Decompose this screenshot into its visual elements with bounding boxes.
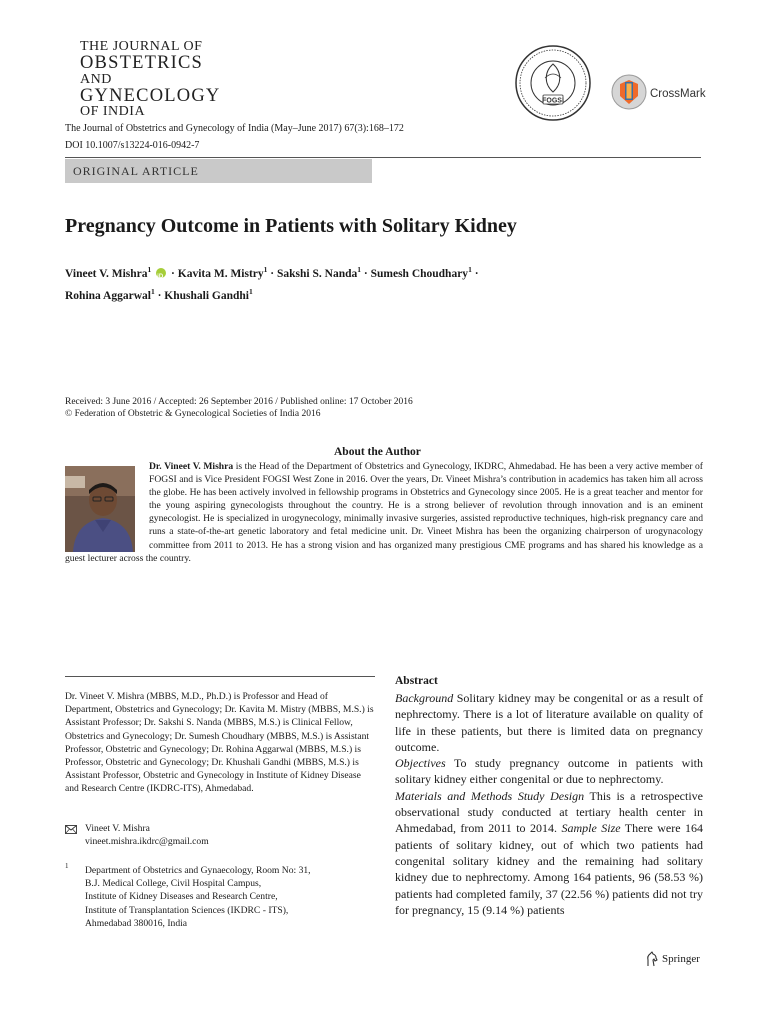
author-affil-sup: 1 — [468, 265, 472, 274]
author-separator: · — [168, 267, 178, 280]
author-separator: · — [471, 267, 479, 280]
journal-citation: The Journal of Obstetrics and Gynecology of India (May–June 2017) 67(3):168–172 — [65, 123, 404, 134]
author-list — [65, 261, 705, 305]
author-separator: · — [361, 267, 371, 280]
author-name: Sumesh Choudhary — [370, 267, 469, 280]
about-author-text — [65, 460, 703, 565]
abstract-methods — [395, 788, 703, 918]
author-name: Kavita M. Mistry — [177, 267, 264, 280]
affiliation — [85, 864, 375, 930]
author-affil-sup: 1 — [263, 265, 268, 274]
author-photo — [65, 466, 135, 552]
journal-logo-line: AND — [80, 71, 112, 87]
author-affil-sup: 1 — [150, 286, 155, 296]
correspondence-name: Vineet V. Mishra — [85, 823, 150, 834]
orcid-icon[interactable] — [156, 268, 166, 278]
crossmark-label[interactable]: CrossMark — [650, 88, 706, 100]
article-type: ORIGINAL ARTICLE — [73, 164, 199, 178]
about-author-heading: About the Author — [334, 446, 421, 458]
header-divider — [65, 157, 701, 158]
author-separator: · — [154, 289, 165, 302]
affiliation-line: Institute of Kidney Diseases and Research Centre, — [85, 891, 278, 903]
journal-logo-line: OF INDIA — [80, 104, 146, 119]
fogsi-seal-icon — [514, 44, 592, 122]
affiliation-line: Department of Obstetrics and Gynaecology, Room No: 31, — [85, 865, 311, 876]
author-name: Rohina Aggarwal — [65, 289, 151, 302]
doi[interactable]: DOI 10.1007/s13224-016-0942-7 — [65, 140, 200, 151]
about-author-body: is the Head of the Department of Obstetrics and Gynecology, IKDRC, Ahmedabad. He has been a very active member of FOGSI and is Vice President FOGSI West Zone in 2016. Over the years, Dr. Vineet Mishra’s contribution in academics has taken him all across the globe. He has been actively involved in fellowship programs in Obstetrics and Gynecology since 2005. He is a great teacher and mentor for the young aspiring gynecologists throughout the country. He is a strong believer of revolution through innovation and is an eminent gynecologist. He is specialized in urogynecology, minimally invasive surgeries, assisted reproductive techniques, high-risk pregnancy care and runs a state-of-the-art genetic laboratory and fetal medicine unit. Dr. Vineet Mishra has been the organizing chairperson of urogynacology committee from 2011 to 2013. He has a strong vision and has organized many prestigious CME programs and has shared his knowledge as a guest lecturer across the country. — [65, 461, 703, 564]
author-name: Sakshi S. Nanda — [277, 267, 358, 280]
abstract-section-text: There were 164 patients of solitary kidney, out of which two patients had congenital solitary kidney and the remaining had solitary kidney due to nephrectomy. Among 164 patients, 96 (58.53 %) patients had completed family, 37 (22.56 %) patients did not try for pregnancy, 15 (9.14 %) patients — [395, 821, 703, 917]
abstract-heading: Abstract — [395, 675, 438, 687]
abstract-background — [395, 690, 703, 755]
fogsi-seal-label: FOGSI — [542, 97, 564, 105]
author-separator: · — [267, 267, 278, 280]
author-affil-sup: 1 — [357, 265, 361, 274]
abstract-objectives — [395, 755, 703, 788]
abstract-section-text: This is a retrospective observational study conducted at tertiary health center in Ahmedabad, from 2011 to 2014. — [395, 788, 703, 836]
author-bio-note: Dr. Vineet V. Mishra (MBBS, M.D., Ph.D.) is Professor and Head of Department, Obstetrics and Gynecology; Dr. Kavita M. Mistry (MBBS, M.S.) is Assistant Professor; Dr. Sakshi S. Nanda (MBBS, M.S.) is Clinical Fellow, Obstetrics and Gynecology; Dr. Sumesh Choudhary (MBBS, M.S.) is Assistant Professor, Obstetric and Gynecology; Dr. Rohina Aggarwal (MBBS, M.S.) is Professor, Obstetric and Gynecology; Dr. Khushali Gandhi (MBBS, M.S.) is Assistant Professor, Obstetric and Gynecology in Institute of Kidney Disease and Research Centre (IKDRC-ITS), Ahmedabad. — [65, 691, 374, 795]
received-dates: Received: 3 June 2016 / Accepted: 26 September 2016 / Published online: 17 October 2016 — [65, 397, 413, 407]
springer-horse-icon — [645, 951, 659, 967]
envelope-icon — [65, 825, 77, 834]
journal-logo-line: GYNECOLOGY — [80, 85, 221, 106]
author-name: Vineet V. Mishra — [65, 267, 148, 280]
journal-logo-line: OBSTETRICS — [80, 53, 204, 73]
abstract-section-text: Solitary kidney may be congenital or as a result of nephrectomy. There is a lot of literature available on quality of life in these patients, but there is limited data on pregnancy outcome. — [395, 691, 703, 754]
crossmark-icon[interactable] — [611, 74, 647, 110]
copyright-line: © Federation of Obstetric & Gynecological Societies of India 2016 — [65, 409, 321, 419]
affiliation-line: B.J. Medical College, Civil Hospital Campus, — [85, 878, 262, 890]
abstract-body — [395, 690, 703, 918]
affiliation-line: Ahmedabad 380016, India — [85, 917, 188, 929]
author-affil-sup: 1 — [147, 265, 152, 274]
affiliation-line: Institute of Transplantation Sciences (IKDRC - ITS), — [85, 904, 289, 916]
abstract-section-label: Objectives — [395, 756, 446, 771]
footnote-divider — [65, 676, 375, 677]
affiliation-number: 1 — [65, 862, 69, 870]
publisher-label: Springer — [662, 953, 700, 965]
correspondence-email[interactable]: vineet.mishra.ikdrc@gmail.com — [85, 836, 209, 847]
about-author-name: Dr. Vineet V. Mishra — [149, 461, 234, 472]
abstract-section-label: Materials and Methods Study Design — [395, 788, 585, 803]
abstract-section-label: Sample Size — [561, 821, 621, 836]
abstract-section-text: To study pregnancy outcome in patients with solitary kidney either congenital or due to nephrectomy. — [395, 756, 703, 787]
journal-logo-line: THE JOURNAL OF — [80, 39, 203, 54]
article-title: Pregnancy Outcome in Patients with Solitary Kidney — [65, 215, 517, 237]
author-affil-sup: 1 — [249, 286, 253, 296]
abstract-section-label: Background — [395, 691, 454, 705]
author-name: Khushali Gandhi — [164, 289, 249, 302]
journal-logo — [80, 39, 221, 119]
